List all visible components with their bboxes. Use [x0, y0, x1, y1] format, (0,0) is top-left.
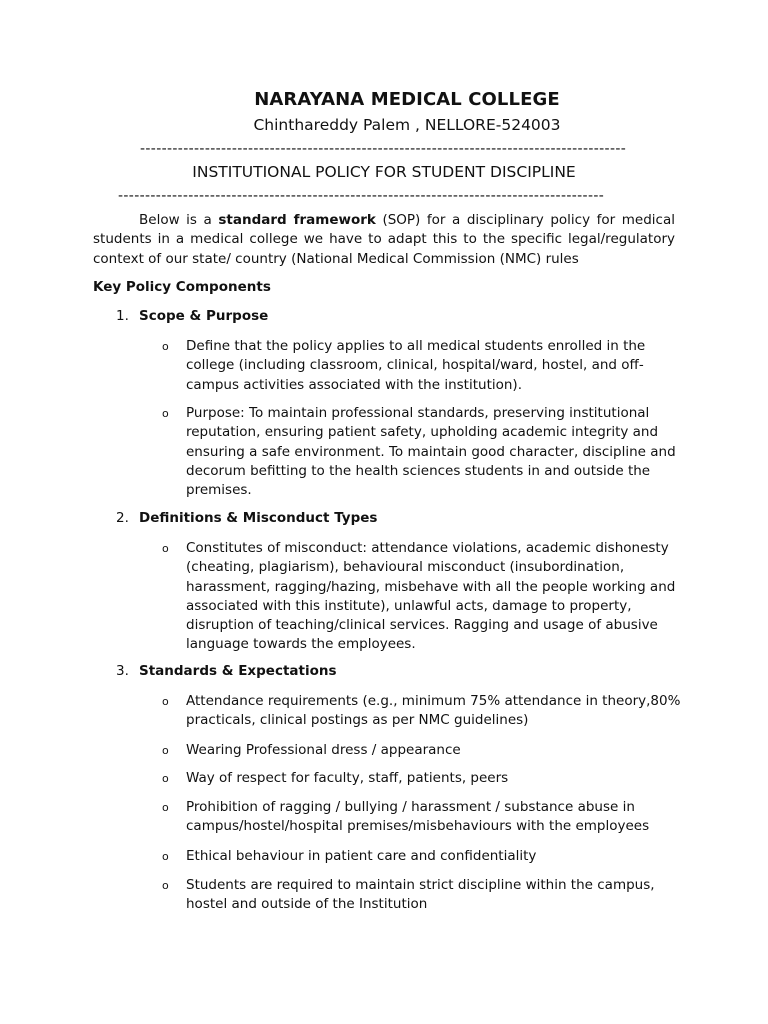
list-item-line: Constitutes of misconduct: attendance violations, academic dishonesty [186, 540, 669, 556]
list-item-line: language towards the employees. [186, 636, 416, 653]
list-item-line: reputation, ensuring patient safety, upholding academic integrity and [186, 424, 659, 441]
list-item-line: disruption of teaching/clinical services. Ragging and usage of abusive [186, 617, 658, 634]
list-item-line: associated with this institute), unlawful acts, damage to property, [186, 597, 632, 614]
list-item-line: ensuring a safe environment. To maintain good character, discipline and [186, 443, 676, 460]
intro-text: (SOP) for a disciplinary policy for medical [375, 212, 675, 228]
key-components-heading: Key Policy Components [93, 279, 271, 295]
list-item-line: hostel and outside of the Institution [186, 896, 428, 913]
policy-title: INSTITUTIONAL POLICY FOR STUDENT DISCIPLINE [192, 163, 576, 181]
list-item-line: (cheating, plagiarism), behavioural misconduct (insubordination, [186, 559, 625, 576]
separator-line-bottom: ------------------------------------------------------------------------------------------ [118, 188, 605, 204]
list-item-line: practicals, clinical postings as per NMC guidelines) [186, 712, 529, 729]
list-item-line: decorum befitting to the health sciences students in and outside the [186, 462, 651, 479]
list-item-line: campus/hostel/hospital premises/misbehaviours with the employees [186, 818, 650, 835]
list-item-line: Way of respect for faculty, staff, patients, peers [186, 770, 509, 786]
bullet-marker: o [162, 801, 169, 814]
list-item-line: Wearing Professional dress / appearance [186, 742, 461, 758]
intro-line: context of our state/ country (National Medical Commission (NMC) rules [93, 250, 579, 267]
bullet-marker: o [162, 772, 169, 785]
list-item-line: Purpose: To maintain professional standards, preserving institutional [186, 405, 650, 421]
list-item-line: premises. [186, 482, 252, 499]
section-title: Scope & Purpose [139, 308, 269, 324]
intro-emphasis: standard framework [218, 212, 376, 228]
list-item-line: Define that the policy applies to all medical students enrolled in the [186, 338, 646, 354]
section-title: Definitions & Misconduct Types [139, 510, 378, 526]
bullet-marker: o [162, 340, 169, 353]
bullet-marker: o [162, 695, 169, 708]
section-number: 2. [116, 510, 129, 526]
section-number: 3. [116, 663, 129, 679]
list-item-line: Attendance requirements (e.g., minimum 75% attendance in theory,80% [186, 693, 681, 709]
intro-line [93, 211, 675, 230]
section-number: 1. [116, 308, 129, 324]
bullet-marker: o [162, 879, 169, 892]
intro-text: Below is a [139, 212, 219, 228]
intro-paragraph [93, 211, 675, 269]
intro-line: students in a medical college we have to adapt this to the specific legal/regulatory [93, 231, 675, 248]
college-title: NARAYANA MEDICAL COLLEGE [254, 89, 560, 110]
section-title: Standards & Expectations [139, 663, 337, 679]
list-item-line: college (including classroom, clinical, hospital/ward, hostel, and off- [186, 357, 644, 374]
list-item-line: Students are required to maintain strict discipline within the campus, [186, 877, 655, 893]
list-item-line: Ethical behaviour in patient care and confidentiality [186, 848, 537, 864]
bullet-marker: o [162, 850, 169, 863]
list-item-line: harassment, ragging/hazing, misbehave with all the people working and [186, 578, 676, 595]
bullet-marker: o [162, 542, 169, 555]
list-item-line: campus activities associated with the institution). [186, 376, 522, 393]
list-item-line: Prohibition of ragging / bullying / harassment / substance abuse in [186, 799, 635, 815]
college-address: Chinthareddy Palem , NELLORE-524003 [253, 116, 561, 134]
separator-line-top: ------------------------------------------------------------------------------------------ [140, 141, 627, 157]
bullet-marker: o [162, 407, 169, 420]
bullet-marker: o [162, 744, 169, 757]
